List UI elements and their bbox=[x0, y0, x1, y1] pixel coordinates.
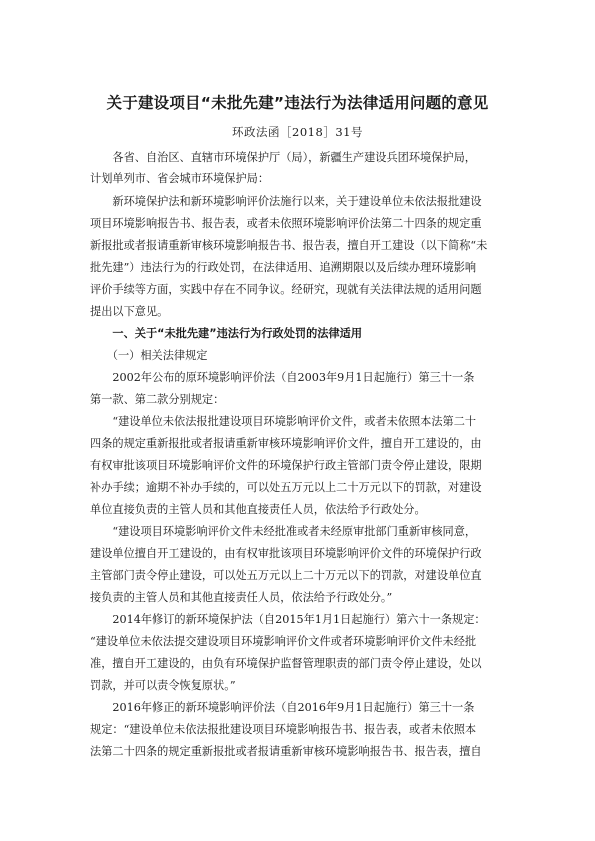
body-line: 计划单列市、省会城市环境保护局： bbox=[90, 172, 270, 185]
body-line: 新环境保护法和新环境影响评价法施行以来，关于建设单位未依法报批建设 bbox=[90, 195, 482, 208]
body-line: 2014年修订的新环境保护法（自2015年1月1日起施行）第六十一条规定： bbox=[90, 613, 486, 626]
quote-line: “建设单位未依法提交建设项目环境影响评价文件或者环境影响评价文件未经批 bbox=[90, 635, 477, 648]
quote-line: 主管部门责令停止建设，可以处五万元以上二十万元以下的罚款，对建设单位直 bbox=[90, 569, 482, 582]
body-line: 评价手续等方面，实践中存在不同争议。经研究，现就有关法律法规的适用问题 bbox=[90, 283, 482, 296]
quote-line: 建设单位擅自开工建设的，由有权审批该项目环境影响评价文件的环境保护行政 bbox=[90, 547, 482, 560]
body-line: 第一款、第二款分别规定： bbox=[90, 393, 225, 406]
quote-line: “建设单位未依法报批建设项目环境影响评价文件，或者未依照本法第二十 bbox=[90, 415, 477, 428]
body-line: 新报批或者报请重新审核环境影响报告书、报告表，擅自开工建设（以下简称“未 bbox=[90, 239, 488, 252]
body-line: 法第二十四条的规定重新报批或者报请重新审核环境影响报告书、报告表，擅自 bbox=[90, 745, 482, 758]
body-line: 规定：“建设单位未依法报批建设项目环境影响报告书、报告表，或者未依照本 bbox=[90, 723, 477, 736]
subsection-heading: （一）相关法律规定 bbox=[90, 349, 208, 362]
quote-line: 有权审批该项目环境影响评价文件的环境保护行政主管部门责令停止建设，限期 bbox=[90, 459, 482, 472]
body-line: 提出以下意见。 bbox=[90, 305, 169, 318]
body-line: 2002年公布的原环境影响评价法（自2003年9月1日起施行）第三十一条 bbox=[90, 371, 475, 384]
document-title: 关于建设项目“未批先建”违法行为法律适用问题的意见 bbox=[106, 94, 489, 112]
quote-line: 准，擅自开工建设的，由负有环境保护监督管理职责的部门责令停止建设，处以 bbox=[90, 657, 482, 670]
quote-line: 接负责的主管人员和其他直接责任人员，依法给予行政处分。” bbox=[90, 591, 393, 604]
body-line: 2016年修正的新环境影响评价法（自2016年9月1日起施行）第三十一条 bbox=[90, 701, 475, 714]
quote-line: “建设项目环境影响评价文件未经批准或者未经原审批部门重新审核同意， bbox=[90, 525, 477, 538]
body-line: 各省、自治区、直辖市环境保护厅（局），新疆生产建设兵团环境保护局， bbox=[90, 151, 476, 164]
body-line: 项目环境影响报告书、报告表，或者未依照环境影响评价法第二十四条的规定重 bbox=[90, 217, 482, 230]
document-number: 环政法函［2018］31号 bbox=[232, 125, 363, 139]
body-line: 批先建”）违法行为的行政处罚，在法律适用、追溯期限以及后续办理环境影响 bbox=[90, 261, 477, 274]
quote-line: 单位直接负责的主管人员和其他直接责任人员，依法给予行政处分。 bbox=[90, 503, 426, 516]
quote-line: 罚款，并可以责令恢复原状。” bbox=[90, 679, 236, 692]
section-heading: 一、关于“未批先建”违法行为行政处罚的法律适用 bbox=[90, 327, 363, 340]
quote-line: 四条的规定重新报批或者报请重新审核环境影响评价文件，擅自开工建设的，由 bbox=[90, 437, 482, 450]
quote-line: 补办手续；逾期不补办手续的，可以处五万元以上二十万元以下的罚款，对建设 bbox=[90, 481, 482, 494]
